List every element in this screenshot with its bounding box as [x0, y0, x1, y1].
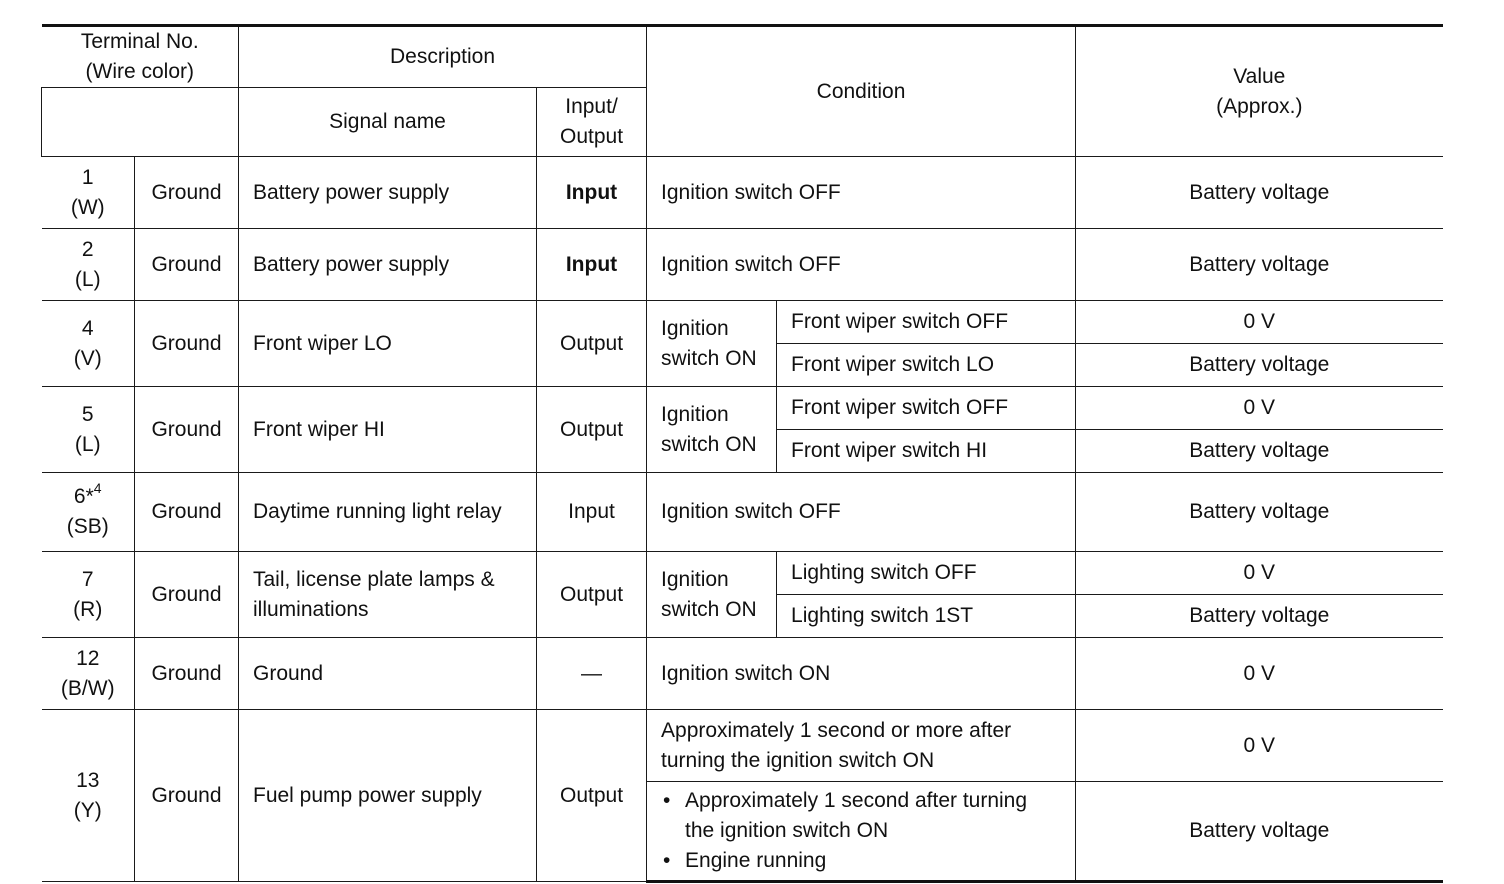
table-row	[42, 638, 1443, 710]
io-cell: Output	[537, 552, 647, 638]
condition-line: Approximately 1 second or more after	[661, 718, 1012, 742]
terminal-number: 5	[81, 402, 94, 426]
signal-line: illuminations	[253, 597, 369, 621]
terminal-number: 12	[76, 646, 100, 670]
condition-main-cell	[647, 301, 777, 387]
value-label: Value	[1233, 64, 1286, 88]
terminal-cell	[42, 301, 135, 387]
io-cell: Output	[537, 301, 647, 387]
wire-color: (L)	[74, 432, 101, 456]
io-header	[537, 88, 647, 157]
minus-cell: Ground	[135, 638, 239, 710]
value-cell: Battery voltage	[1076, 782, 1443, 882]
signal-cell: Ground	[239, 638, 537, 710]
terminal-number	[56, 482, 121, 512]
table-row	[42, 301, 1443, 344]
io-label: Input/	[565, 95, 618, 118]
terminal-cell	[42, 710, 135, 882]
condition-line: • Engine running	[685, 849, 827, 872]
table-row	[42, 157, 1443, 229]
condition-sub-cell: Front wiper switch LO	[777, 344, 1076, 387]
terminal-number-text: 6*	[73, 485, 94, 508]
table-row	[42, 229, 1443, 301]
value-header	[1076, 26, 1443, 157]
value-cell: 0 V	[1076, 552, 1443, 595]
io-cell: Input	[537, 473, 647, 552]
minus-cell: Ground	[135, 710, 239, 882]
description-header: Description	[239, 26, 647, 88]
condition-line: • Approximately 1 second after turning	[685, 789, 1028, 812]
wire-color: (R)	[73, 597, 103, 621]
signal-cell: Front wiper HI	[239, 387, 537, 473]
condition-bullet	[661, 786, 1061, 846]
condition-cell: Ignition switch ON	[647, 638, 1076, 710]
terminal-header-spacer	[42, 88, 239, 157]
io-cell: Output	[537, 710, 647, 882]
minus-cell: Ground	[135, 552, 239, 638]
io-cell: Output	[537, 387, 647, 473]
header-row	[42, 26, 1443, 88]
approx-label: (Approx.)	[1216, 94, 1303, 118]
value-cell: 0 V	[1076, 387, 1443, 430]
wire-color: (Y)	[73, 798, 102, 822]
value-cell: 0 V	[1076, 301, 1443, 344]
condition-main-line: Ignition	[661, 316, 729, 340]
minus-cell: Ground	[135, 229, 239, 301]
value-cell: Battery voltage	[1076, 473, 1443, 552]
value-cell: Battery voltage	[1076, 229, 1443, 301]
table-row	[42, 387, 1443, 430]
minus-cell: Ground	[135, 473, 239, 552]
condition-main-line: Ignition	[661, 567, 729, 591]
terminal-number: 2	[81, 237, 94, 261]
condition-cell: Ignition switch OFF	[647, 157, 1076, 229]
terminal-cell	[42, 638, 135, 710]
terminal-spec-table	[41, 24, 1443, 883]
signal-cell: Daytime running light relay	[239, 473, 537, 552]
terminal-cell	[42, 229, 135, 301]
value-cell: Battery voltage	[1076, 344, 1443, 387]
io-cell: Input	[537, 229, 647, 301]
condition-main-cell	[647, 552, 777, 638]
terminal-number: 1	[81, 165, 94, 189]
signal-name-header: Signal name	[239, 88, 537, 157]
value-cell: Battery voltage	[1076, 430, 1443, 473]
io-cell: —	[537, 638, 647, 710]
terminal-cell	[42, 473, 135, 552]
signal-cell: Battery power supply	[239, 157, 537, 229]
io-label: Output	[559, 125, 624, 148]
value-cell: 0 V	[1076, 710, 1443, 782]
condition-main-cell	[647, 387, 777, 473]
value-cell: Battery voltage	[1076, 595, 1443, 638]
wire-color-label: (Wire color)	[85, 60, 194, 83]
condition-bullet-list	[661, 786, 1061, 876]
terminal-no-label: Terminal No.	[80, 30, 199, 53]
wire-color: (B/W)	[60, 676, 115, 700]
wire-color: (L)	[74, 267, 101, 291]
signal-line: Tail, license plate lamps &	[253, 567, 495, 591]
condition-bullet	[661, 846, 1061, 876]
terminal-number: 4	[81, 316, 94, 340]
condition-sub-cell: Front wiper switch OFF	[777, 387, 1076, 430]
terminal-number: 13	[76, 768, 100, 792]
minus-cell: Ground	[135, 301, 239, 387]
io-cell: Input	[537, 157, 647, 229]
condition-main-line: switch ON	[661, 432, 757, 456]
terminal-cell	[42, 552, 135, 638]
signal-cell: Battery power supply	[239, 229, 537, 301]
condition-sub-cell: Lighting switch 1ST	[777, 595, 1076, 638]
value-cell: 0 V	[1076, 638, 1443, 710]
wire-color: (SB)	[66, 515, 109, 538]
signal-cell: Front wiper LO	[239, 301, 537, 387]
signal-cell: Fuel pump power supply	[239, 710, 537, 882]
footnote-marker: 4	[93, 480, 102, 496]
condition-header: Condition	[647, 26, 1076, 157]
value-cell: Battery voltage	[1076, 157, 1443, 229]
wire-color: (V)	[73, 346, 102, 370]
table-row	[42, 710, 1443, 782]
condition-main-line: switch ON	[661, 346, 757, 370]
terminal-number: 7	[81, 567, 94, 591]
terminal-cell	[42, 387, 135, 473]
condition-cell: Ignition switch OFF	[647, 229, 1076, 301]
condition-cell: Ignition switch OFF	[647, 473, 1076, 552]
condition-sub-cell: Front wiper switch HI	[777, 430, 1076, 473]
condition-sub-cell: Lighting switch OFF	[777, 552, 1076, 595]
table-row	[42, 473, 1443, 552]
condition-line: the ignition switch ON	[685, 819, 889, 842]
condition-main-line: switch ON	[661, 597, 757, 621]
signal-cell	[239, 552, 537, 638]
table-row	[42, 552, 1443, 595]
minus-cell: Ground	[135, 157, 239, 229]
condition-sub-cell	[647, 710, 1076, 782]
condition-sub-cell: Front wiper switch OFF	[777, 301, 1076, 344]
terminal-cell	[42, 157, 135, 229]
wire-color: (W)	[70, 195, 105, 219]
terminal-no-header	[42, 26, 239, 88]
minus-cell: Ground	[135, 387, 239, 473]
condition-sub-cell	[647, 782, 1076, 882]
condition-line: turning the ignition switch ON	[661, 748, 935, 772]
condition-main-line: Ignition	[661, 402, 729, 426]
